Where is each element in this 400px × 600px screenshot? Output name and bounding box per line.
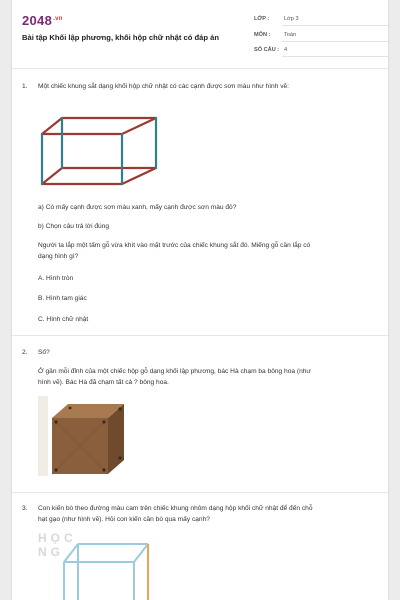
meta-subject-label: MÔN : (254, 32, 271, 38)
watermark-text: HỌC NG (38, 531, 77, 559)
worksheet-page (12, 0, 388, 600)
site-logo[interactable] (22, 13, 63, 28)
meta-grade-label: LỚP : (254, 16, 270, 22)
question-1-part-b-line2: dạng hình gì? (38, 253, 79, 260)
meta-divider (282, 25, 388, 26)
meta-count-label: SỐ CÂU : (254, 47, 280, 53)
question-2-line1: Ở gần mỗi đỉnh của một chiếc hộp gỗ dạng khối lập phương, bác Hà chạm ba bông hoa (như (38, 368, 311, 375)
question-text: Một chiếc khung sắt dạng khối hộp chữ nhật có các cạnh được sơn màu như hình vẽ: (38, 83, 289, 90)
header-divider (12, 68, 388, 69)
question-number: 3. (22, 505, 28, 512)
meta-count-value: 4 (284, 47, 288, 53)
question-text: Con kiến bò theo đường màu cam trên chiếc khung nhôm dạng hộp khối chữ nhật để đến chỗ (38, 505, 313, 512)
meta-divider (282, 56, 388, 57)
page-header (12, 0, 388, 66)
question-1-part-b: b) Chọn câu trả lời đúng (38, 223, 110, 230)
question-2-line2: hình vẽ). Bác Hà đã chạm tất cả ? bông hoa. (38, 379, 169, 386)
question-1-part-b-line1: Người ta lắp một tấm gỗ vừa khít vào mặt trước của chiếc khung sắt đó. Miếng gỗ cần lắp có (38, 242, 311, 249)
aluminum-frame-figure (52, 538, 162, 600)
question-divider (12, 492, 388, 493)
logo-text: 2048 (22, 13, 53, 28)
meta-subject-value: Toán (284, 32, 297, 38)
question-text: Số? (38, 349, 50, 356)
iron-frame-figure (38, 110, 168, 192)
meta-divider (282, 41, 388, 42)
meta-grade-value: Lớp 3 (284, 16, 299, 22)
wooden-box-figure (38, 396, 134, 482)
question-3-line2: hạt gạo (như hình vẽ). Hỏi con kiến cần bò qua mấy cạnh? (38, 516, 210, 523)
page-title: Bài tập Khối lập phương, khối hộp chữ nhật có đáp án (22, 33, 219, 42)
logo-suffix: .vn (53, 15, 63, 22)
option-b[interactable]: B. Hình tam giác (38, 295, 87, 302)
option-a[interactable]: A. Hình tròn (38, 275, 74, 282)
question-divider (12, 335, 388, 336)
option-c[interactable]: C. Hình chữ nhật (38, 316, 89, 323)
question-1-part-a: a) Có mấy cạnh được sơn màu xanh, mấy cạnh được sơn màu đỏ? (38, 204, 237, 211)
question-number: 1. (22, 83, 28, 90)
question-number: 2. (22, 349, 28, 356)
